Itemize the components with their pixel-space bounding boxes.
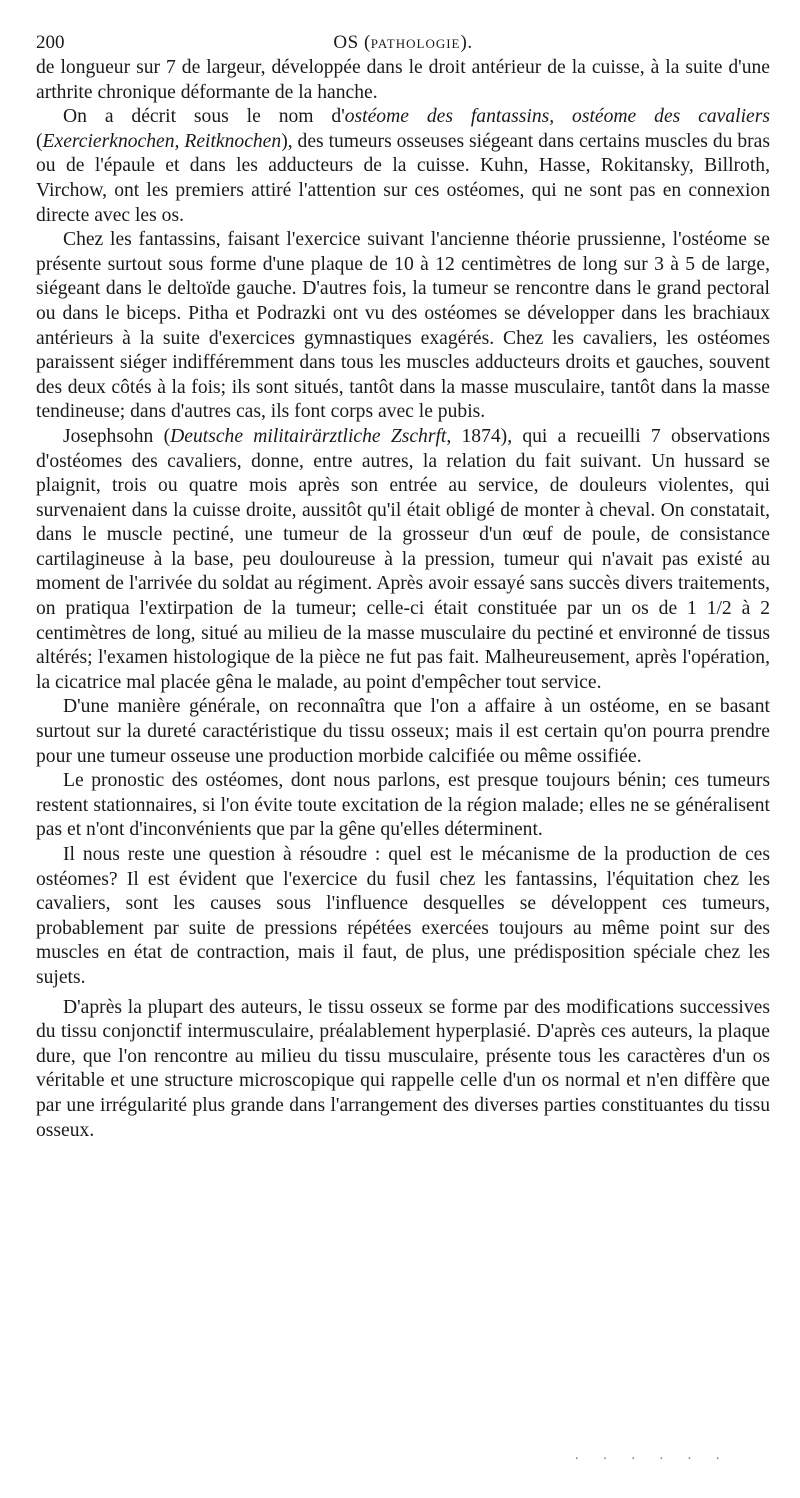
paragraph-fantassins: Chez les fantassins, faisant l'exercice suivant l'ancienne théorie prussienne, l'ostéome se présente surtout sous forme d'une plaque de 10 à 12 centimètres de long sur 3 à 5 de large, siégeant dans le deltoïde gauche. D'autres fois, la tumeur se rencontre dans le grand pectoral ou dans le biceps. Pitha et Podrazki ont vu des ostéomes se développer dans les brachiaux antérieurs à la suite d'exercices gymnastiques exagérés. Chez les cavaliers, les ostéomes paraissent siéger indifféremment dans tous les muscles adducteurs droits et gauches, souvent des deux côtés à la fois; ils sont situés, tantôt dans la masse musculaire, tantôt dans la masse tendineuse; dans d'autres cas, ils font corps avec le pubis.: [36, 229, 770, 423]
paragraph-osteome-definition: On a décrit sous le nom d'ostéome des fantassins, ostéome des cavaliers (Exercierknochen, Reitknochen), des tumeurs osseuses siégeant dans certains muscles du bras ou de l'épaule et dans les adducteurs de la cuisse. Kuhn, Hasse, Rokitansky, Billroth, Virchow, ont les premiers attiré l'attention sur ces ostéomes, qui ne sont pas en connexion directe avec les os.: [36, 106, 770, 226]
paragraph-diagnostic: D'une manière générale, on reconnaîtra que l'on a affaire à un ostéome, en se basant surtout sur la dureté caractéristique du tissu osseux; mais il est certain qu'on pourra prendre pour une tumeur osseuse une production morbide calcifiée ou même ossifiée.: [36, 696, 770, 767]
page-header: [36, 30, 770, 56]
paragraph-pronostic: Le pronostic des ostéomes, dont nous parlons, est presque toujours bénin; ces tumeurs restent stationnaires, si l'on évite toute excitation de la région malade; elles ne se généralisent pas et n'ont d'inconvénients que par la gêne qu'elles déterminent.: [36, 770, 770, 841]
body-text: [36, 56, 770, 1143]
paragraph-continuation: de longueur sur 7 de largeur, développée dans le droit antérieur de la cuisse, à la suite d'une arthrite chronique déformante de la hanche.: [36, 57, 770, 103]
running-title-end: ).: [460, 32, 473, 53]
running-title-main: OS (: [333, 32, 371, 53]
paragraph-auteurs: D'après la plupart des auteurs, le tissu osseux se forme par des modifications successives du tissu conjonctif intermusculaire, préalablement hyperplasié. D'après ces auteurs, la plaque dure, que l'on rencontre au milieu du tissu musculaire, présente tous les caractères d'un os véritable et une structure microscopique qui rappelle celle d'un os normal et n'en diffère que par une irrégularité plus grande dans l'arrangement des diverses parties constituantes du tissu osseux.: [36, 996, 770, 1141]
paragraph-josephsohn: Josephsohn (Deutsche militairärztliche Zschrft, 1874), qui a recueilli 7 observations d'ostéomes des cavaliers, donne, entre autres, la relation du fait suivant. Un hussard se plaignit, trois ou quatre mois après son entrée au service, de douleurs violentes, qui survenaient dans la cuisse droite, aussitôt qu'il était obligé de monter à cheval. On constatait, dans le muscle pectiné, une tumeur de la grosseur d'un œuf de poule, de consistance cartilagineuse à la base, peu douloureuse à la pression, tumeur qui n'avait pas existé au moment de l'arrivée du soldat au régiment. Après avoir essayé sans succès divers traitements, on pratiqua l'extirpation de la tumeur; celle-ci était constituée par un os de 1 1/2 à 2 centimètres de long, situé au milieu de la masse musculaire du pectiné et environné de tissus altérés; l'examen histologique de la pièce ne fut pas fait. Malheureusement, après l'opération, la cicatrice mal placée gêna le malade, au point d'empêcher tout service.: [36, 425, 770, 693]
paragraph-mecanisme: Il nous reste une question à résoudre : quel est le mécanisme de la production de ces ostéomes? Il est évident que l'exercice du fusil chez les fantassins, l'équitation chez les cavaliers, sont les causes sous l'influence desquelles se développent ces tumeurs, probablement par suite de pressions répétées exercées toujours au même point sur des muscles en état de contraction, mais il faut, de plus, une prédisposition spéciale chez les sujets.: [36, 844, 770, 988]
italic-journal-title: Deutsche militairärztliche Zschrft: [170, 425, 447, 447]
italic-german-term: Exercierknochen, Reitknochen: [42, 130, 282, 152]
running-title-subject: PATHOLOGIE: [370, 36, 461, 51]
page-number: 200: [36, 32, 65, 53]
footer-dots: · · · · · ·: [574, 1452, 730, 1467]
running-title: [36, 32, 770, 54]
italic-term: ostéome des fantassins, ostéome des cavaliers: [344, 106, 770, 128]
